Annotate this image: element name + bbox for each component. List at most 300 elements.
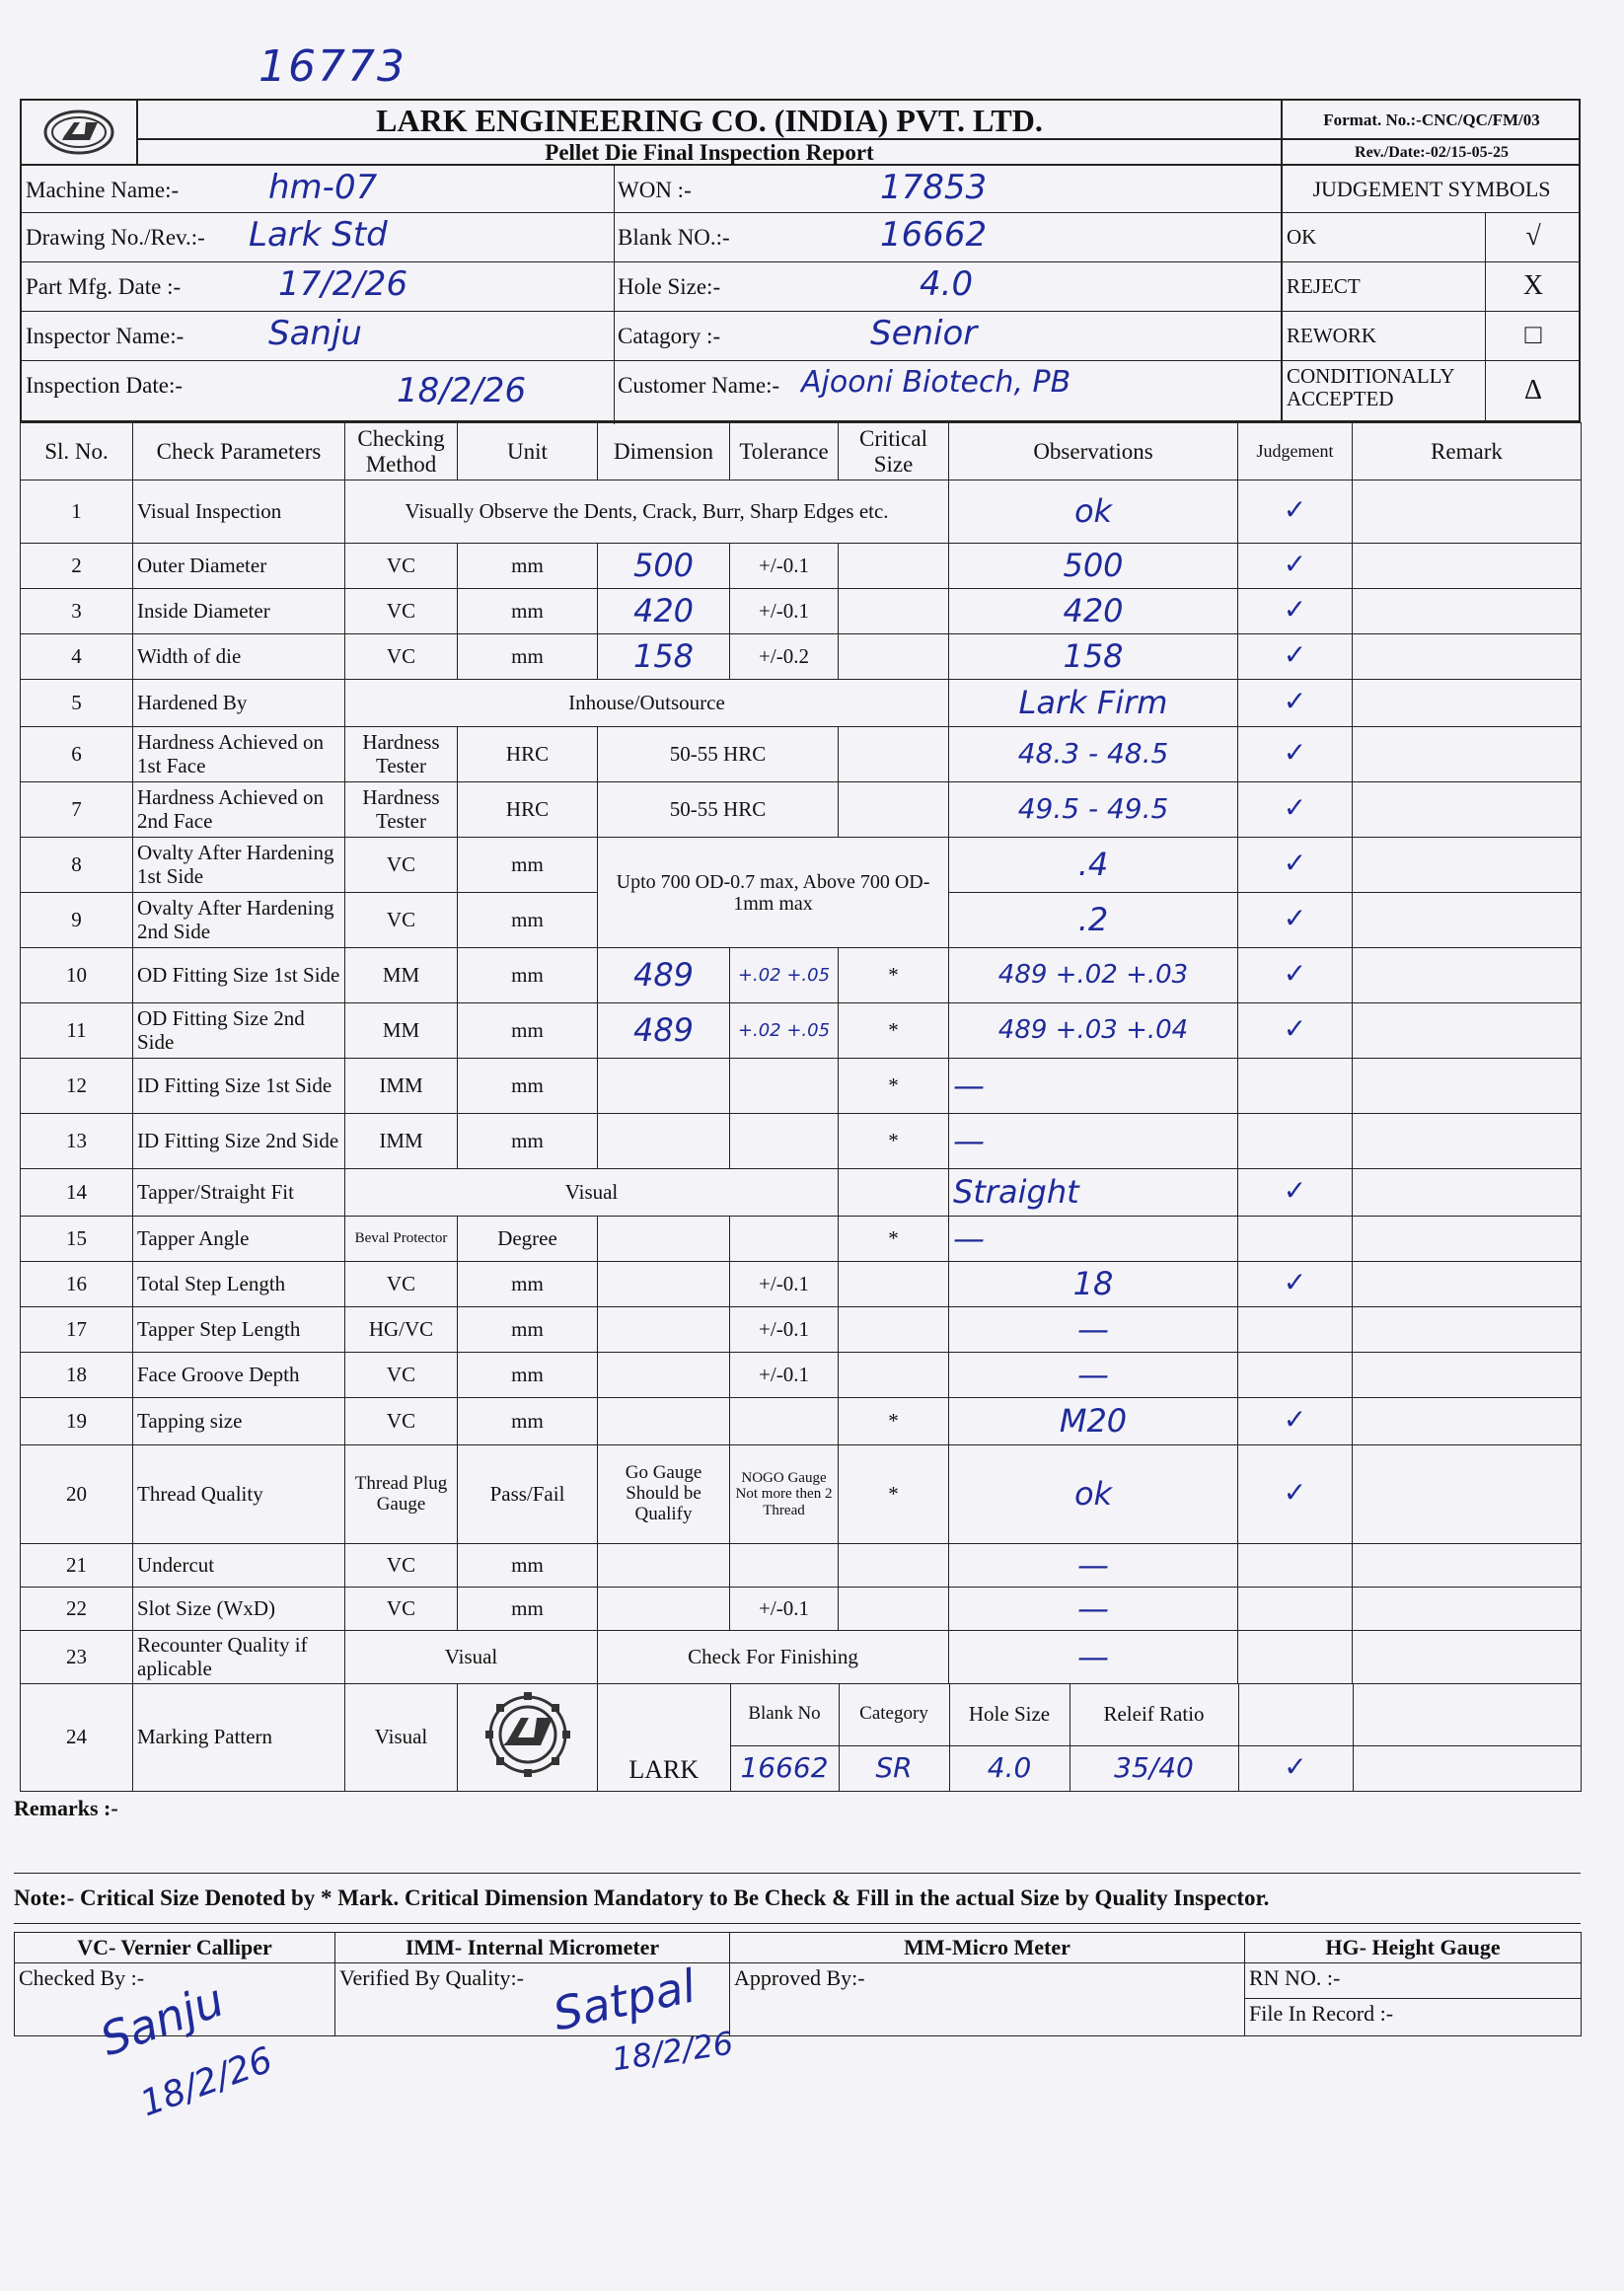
tolerance[interactable] xyxy=(730,1217,839,1262)
checking-method: VC xyxy=(345,838,458,893)
table-row xyxy=(21,838,1582,893)
check-parameter: Thread Quality xyxy=(133,1445,345,1544)
tolerance: +/-0.1 xyxy=(730,1353,839,1398)
judgement-rework-row xyxy=(1281,312,1581,361)
remark[interactable] xyxy=(1353,1745,1581,1791)
critical-size: * xyxy=(839,948,949,1003)
observation[interactable]: .2 xyxy=(949,893,1238,948)
lark-marking-text: LARK xyxy=(598,1684,730,1791)
remark[interactable] xyxy=(1353,948,1582,1003)
inspection-date-value[interactable]: 18/2/26 xyxy=(397,371,527,410)
remark[interactable] xyxy=(1353,1114,1582,1169)
judgement-mark[interactable] xyxy=(1238,1631,1353,1684)
observation[interactable]: .4 xyxy=(949,838,1238,893)
inspector-name-label: Inspector Name:- xyxy=(26,324,185,348)
table-row xyxy=(21,544,1582,589)
unit: Pass/Fail xyxy=(458,1445,598,1544)
table-row xyxy=(21,1631,1582,1684)
check-parameter: Tapper/Straight Fit xyxy=(133,1169,345,1217)
tolerance: +/-0.1 xyxy=(730,544,839,589)
verifier-signature[interactable]: Satpal xyxy=(548,1958,701,2041)
dimension[interactable] xyxy=(598,1588,730,1631)
unit: Degree xyxy=(458,1217,598,1262)
machine-name-label: Machine Name:- xyxy=(26,178,180,202)
judgement-conditional-label: CONDITIONALLY ACCEPTED xyxy=(1287,364,1454,411)
customer-name-label: Customer Name:- xyxy=(618,373,780,398)
table-row xyxy=(21,1588,1582,1631)
won-label: WON :- xyxy=(618,178,692,202)
checking-method: HG/VC xyxy=(345,1307,458,1353)
judgement-mark[interactable] xyxy=(1238,1059,1353,1114)
marking-relief-ratio-value[interactable]: 35/40 xyxy=(1070,1745,1238,1791)
remark[interactable] xyxy=(1353,727,1582,782)
unit: mm xyxy=(458,1114,598,1169)
table-row xyxy=(21,1262,1582,1307)
observation[interactable]: Straight xyxy=(949,1169,1238,1217)
checking-method: MM xyxy=(345,1003,458,1059)
check-parameter: ID Fitting Size 1st Side xyxy=(133,1059,345,1114)
unit: mm xyxy=(458,838,598,893)
unit: mm xyxy=(458,1307,598,1353)
field-row-2 xyxy=(22,213,1281,262)
remark[interactable] xyxy=(1353,1059,1582,1114)
unit: mm xyxy=(458,589,598,634)
checking-method: Hardness Tester xyxy=(345,782,458,838)
critical-size xyxy=(839,1262,949,1307)
dimension[interactable] xyxy=(598,1307,730,1353)
table-row xyxy=(21,589,1582,634)
company-logo-cell xyxy=(22,101,138,166)
remark[interactable] xyxy=(1353,1262,1582,1307)
file-in-record-label: File In Record :- xyxy=(1245,1999,1582,2036)
dimension[interactable] xyxy=(598,1544,730,1588)
sl-no: 16 xyxy=(21,1262,133,1307)
table-header-row xyxy=(21,423,1582,480)
unit: mm xyxy=(458,544,598,589)
category-value[interactable]: Senior xyxy=(870,314,978,353)
observation[interactable]: — xyxy=(949,1353,1238,1398)
machine-name-value[interactable]: hm-07 xyxy=(268,168,378,207)
table-row xyxy=(21,480,1582,544)
sl-no: 6 xyxy=(21,727,133,782)
judgement-mark[interactable]: ✓ xyxy=(1238,1003,1353,1059)
judgement-mark[interactable]: ✓ xyxy=(1238,680,1353,727)
tolerance[interactable] xyxy=(730,1059,839,1114)
judgement-mark[interactable] xyxy=(1238,1307,1353,1353)
specification: Check For Finishing xyxy=(598,1631,949,1684)
col-tolerance: Tolerance xyxy=(730,423,839,480)
blank-no-value[interactable]: 16662 xyxy=(880,215,988,255)
remark[interactable] xyxy=(1353,1003,1582,1059)
observation[interactable]: 489 +.02 +.03 xyxy=(949,948,1238,1003)
sl-no: 11 xyxy=(21,1003,133,1059)
tolerance: +/-0.1 xyxy=(730,1262,839,1307)
legend-hg: HG- Height Gauge xyxy=(1245,1933,1582,1963)
checking-method: VC xyxy=(345,1544,458,1588)
checking-method: VC xyxy=(345,1398,458,1445)
remark[interactable] xyxy=(1353,589,1582,634)
category-label: Catagory :- xyxy=(618,324,721,348)
marking-judgement-empty[interactable] xyxy=(1238,1684,1353,1745)
marking-remark-empty[interactable] xyxy=(1353,1684,1581,1745)
marking-subtable xyxy=(598,1684,1581,1791)
blank-no-label: Blank NO.:- xyxy=(618,225,730,250)
critical-size: * xyxy=(839,1114,949,1169)
field-row-1 xyxy=(22,166,1281,213)
unit: HRC xyxy=(458,782,598,838)
approved-by-label: Approved By:- xyxy=(730,1963,1245,2036)
judgement-mark[interactable]: ✓ xyxy=(1238,1398,1353,1445)
company-name: LARK ENGINEERING CO. (INDIA) PVT. LTD. xyxy=(138,101,1281,140)
ok-symbol-icon: √ xyxy=(1485,213,1581,261)
table-row xyxy=(21,1114,1582,1169)
dimension[interactable] xyxy=(598,1353,730,1398)
table-row xyxy=(21,1445,1582,1544)
tolerance[interactable] xyxy=(730,1544,839,1588)
dimension[interactable] xyxy=(598,1114,730,1169)
field-row-3 xyxy=(22,262,1281,312)
judgement-mark[interactable] xyxy=(1238,1588,1353,1631)
observation[interactable]: — xyxy=(949,1059,1238,1114)
critical-size xyxy=(839,1544,949,1588)
sl-no: 19 xyxy=(21,1398,133,1445)
marking-hole-size-header: Hole Size xyxy=(949,1684,1070,1745)
unit: mm xyxy=(458,1059,598,1114)
unit: mm xyxy=(458,1588,598,1631)
judgement-mark[interactable]: ✓ xyxy=(1238,544,1353,589)
judgement-symbols-title: JUDGEMENT SYMBOLS xyxy=(1281,166,1581,213)
remark[interactable] xyxy=(1353,480,1582,544)
check-parameter: Ovalty After Hardening 2nd Side xyxy=(133,893,345,948)
col-observations: Observations xyxy=(949,423,1238,480)
marking-blank-no-header: Blank No xyxy=(730,1684,839,1745)
dimension[interactable]: 489 xyxy=(598,948,730,1003)
legend-mm: MM-Micro Meter xyxy=(730,1933,1245,1963)
verified-by-label: Verified By Quality:- xyxy=(335,1963,730,2036)
remark[interactable] xyxy=(1353,1631,1582,1684)
dimension[interactable]: 158 xyxy=(598,634,730,680)
table-row xyxy=(21,782,1582,838)
marking-blank-no-value[interactable]: 16662 xyxy=(730,1745,839,1791)
critical-size xyxy=(839,1307,949,1353)
sl-no: 10 xyxy=(21,948,133,1003)
remark[interactable] xyxy=(1353,1544,1582,1588)
reject-symbol-icon: X xyxy=(1485,262,1581,311)
dimension[interactable]: 420 xyxy=(598,589,730,634)
judgement-mark[interactable]: ✓ xyxy=(1238,838,1353,893)
observation[interactable]: Lark Firm xyxy=(949,680,1238,727)
judgement-ok-label: OK xyxy=(1287,225,1317,249)
checking-method: Thread Plug Gauge xyxy=(345,1445,458,1544)
marking-category-header: Category xyxy=(839,1684,949,1745)
dimension[interactable] xyxy=(598,1217,730,1262)
check-parameter: Hardened By xyxy=(133,680,345,727)
judgement-mark[interactable]: ✓ xyxy=(1238,1745,1353,1791)
remark[interactable] xyxy=(1353,544,1582,589)
dimension[interactable]: 500 xyxy=(598,544,730,589)
check-parameter: Visual Inspection xyxy=(133,480,345,544)
drawing-no-label: Drawing No./Rev.:- xyxy=(26,225,205,250)
sl-no: 13 xyxy=(21,1114,133,1169)
check-parameter: ID Fitting Size 2nd Side xyxy=(133,1114,345,1169)
marking-category-value[interactable]: SR xyxy=(839,1745,949,1791)
table-row xyxy=(21,1059,1582,1114)
remark[interactable] xyxy=(1353,782,1582,838)
checked-by-label: Checked By :- xyxy=(15,1963,335,2036)
table-row xyxy=(21,727,1582,782)
check-parameter: Width of die xyxy=(133,634,345,680)
check-parameter: Undercut xyxy=(133,1544,345,1588)
specification: 50-55 HRC xyxy=(598,782,839,838)
field-divider xyxy=(614,166,615,424)
col-unit: Unit xyxy=(458,423,598,480)
judgement-mark[interactable]: ✓ xyxy=(1238,480,1353,544)
critical-size xyxy=(839,589,949,634)
observation[interactable]: ok xyxy=(949,1445,1238,1544)
col-sl-no: Sl. No. xyxy=(21,423,133,480)
table-row xyxy=(21,1003,1582,1059)
judgement-ok-row xyxy=(1281,213,1581,262)
sl-no: 23 xyxy=(21,1631,133,1684)
specification: Visually Observe the Dents, Crack, Burr, Sharp Edges etc. xyxy=(345,480,949,544)
checking-method: VC xyxy=(345,544,458,589)
sl-no: 2 xyxy=(21,544,133,589)
verifier-sign-date[interactable]: 18/2/26 xyxy=(609,2024,736,2079)
critical-size xyxy=(839,634,949,680)
sl-no: 15 xyxy=(21,1217,133,1262)
col-judgement: Judgement xyxy=(1238,423,1353,480)
remark[interactable] xyxy=(1353,893,1582,948)
rework-symbol-icon: □ xyxy=(1485,312,1581,360)
checking-method: VC xyxy=(345,1588,458,1631)
judgement-mark[interactable] xyxy=(1238,1353,1353,1398)
judgement-mark[interactable]: ✓ xyxy=(1238,589,1353,634)
marking-hole-size-value[interactable]: 4.0 xyxy=(949,1745,1070,1791)
check-parameter: Slot Size (WxD) xyxy=(133,1588,345,1631)
remark[interactable] xyxy=(1353,1398,1582,1445)
drawing-no-value[interactable]: Lark Std xyxy=(249,215,388,255)
tolerance[interactable] xyxy=(730,1114,839,1169)
inspector-name-value[interactable]: Sanju xyxy=(268,314,362,353)
document-number: 16773 xyxy=(258,41,406,92)
table-row xyxy=(21,1217,1582,1262)
table-row xyxy=(21,1544,1582,1588)
observation[interactable]: — xyxy=(949,1114,1238,1169)
judgement-reject-label: REJECT xyxy=(1287,274,1361,298)
specification: Visual xyxy=(345,1169,839,1217)
field-row-5 xyxy=(22,361,1281,422)
checking-method: Visual xyxy=(345,1684,458,1792)
observation[interactable]: 500 xyxy=(949,544,1238,589)
remark[interactable] xyxy=(1353,1217,1582,1262)
tolerance: +/-0.2 xyxy=(730,634,839,680)
tolerance: NOGO Gauge Not more then 2 Thread xyxy=(730,1445,839,1544)
won-value[interactable]: 17853 xyxy=(880,168,988,207)
remarks-label: Remarks :- xyxy=(14,1796,118,1820)
judgement-mark[interactable]: ✓ xyxy=(1238,634,1353,680)
dimension: Go Gauge Should be Qualify xyxy=(598,1445,730,1544)
critical-size xyxy=(839,782,949,838)
signoff-row xyxy=(15,1963,1582,1999)
observation[interactable]: — xyxy=(949,1307,1238,1353)
check-parameter: Hardness Achieved on 2nd Face xyxy=(133,782,345,838)
table-row xyxy=(21,680,1582,727)
check-parameter: Total Step Length xyxy=(133,1262,345,1307)
unit: mm xyxy=(458,634,598,680)
observation[interactable]: ok xyxy=(949,480,1238,544)
part-mfg-date-label: Part Mfg. Date :- xyxy=(26,274,182,299)
marking-logo-cell xyxy=(458,1684,598,1792)
checking-method: IMM xyxy=(345,1059,458,1114)
judgement-mark[interactable]: ✓ xyxy=(1238,1262,1353,1307)
tolerance[interactable] xyxy=(730,1398,839,1445)
observation[interactable]: — xyxy=(949,1631,1238,1684)
hole-size-value[interactable]: 4.0 xyxy=(920,264,974,304)
judgement-mark[interactable]: ✓ xyxy=(1238,1169,1353,1217)
dimension[interactable] xyxy=(598,1262,730,1307)
remark[interactable] xyxy=(1353,1169,1582,1217)
judgement-reject-row xyxy=(1281,262,1581,312)
check-parameter: Outer Diameter xyxy=(133,544,345,589)
unit: mm xyxy=(458,1544,598,1588)
sl-no: 14 xyxy=(21,1169,133,1217)
critical-size: * xyxy=(839,1003,949,1059)
critical-size: * xyxy=(839,1059,949,1114)
checking-method: Visual xyxy=(345,1631,598,1684)
sl-no: 24 xyxy=(21,1684,133,1792)
sl-no: 3 xyxy=(21,589,133,634)
observation[interactable]: 18 xyxy=(949,1262,1238,1307)
col-critical-size: Critical Size xyxy=(839,423,949,480)
check-parameter: OD Fitting Size 1st Side xyxy=(133,948,345,1003)
report-header xyxy=(20,99,1581,422)
check-parameter: Recounter Quality if aplicable xyxy=(133,1631,345,1684)
observation[interactable]: 489 +.03 +.04 xyxy=(949,1003,1238,1059)
ovalty-specification: Upto 700 OD-0.7 max, Above 700 OD-1mm max xyxy=(598,838,949,948)
check-parameter: Hardness Achieved on 1st Face xyxy=(133,727,345,782)
checking-method: VC xyxy=(345,634,458,680)
col-checking-method: Checking Method xyxy=(345,423,458,480)
tolerance: +/-0.1 xyxy=(730,1588,839,1631)
check-parameter: Ovalty After Hardening 1st Side xyxy=(133,838,345,893)
checking-method: IMM xyxy=(345,1114,458,1169)
judgement-mark[interactable] xyxy=(1238,1114,1353,1169)
col-check-parameters: Check Parameters xyxy=(133,423,345,480)
remark[interactable] xyxy=(1353,838,1582,893)
sl-no: 20 xyxy=(21,1445,133,1544)
judgement-mark[interactable] xyxy=(1238,1544,1353,1588)
table-row xyxy=(21,634,1582,680)
rn-no-label: RN NO. :- xyxy=(1245,1963,1582,1999)
remark[interactable] xyxy=(1353,680,1582,727)
report-title: Pellet Die Final Inspection Report xyxy=(138,140,1281,166)
dimension[interactable]: 489 xyxy=(598,1003,730,1059)
judgement-rework-label: REWORK xyxy=(1287,324,1376,347)
sl-no: 9 xyxy=(21,893,133,948)
judgement-mark[interactable]: ✓ xyxy=(1238,893,1353,948)
observation[interactable]: — xyxy=(949,1544,1238,1588)
sl-no: 1 xyxy=(21,480,133,544)
unit: mm xyxy=(458,1398,598,1445)
customer-name-value[interactable]: Ajooni Biotech, PB xyxy=(801,365,1071,400)
checking-method: VC xyxy=(345,1262,458,1307)
lark-logo-icon xyxy=(464,1692,592,1777)
conditional-symbol-icon: Δ xyxy=(1485,361,1581,422)
inspection-date-label: Inspection Date:- xyxy=(26,373,184,398)
col-dimension: Dimension xyxy=(598,423,730,480)
marking-relief-ratio-header: Releif Ratio xyxy=(1070,1684,1238,1745)
judgement-mark[interactable]: ✓ xyxy=(1238,1445,1353,1544)
tolerance[interactable]: +.02 +.05 xyxy=(730,948,839,1003)
remark[interactable] xyxy=(1353,1588,1582,1631)
observation[interactable]: 158 xyxy=(949,634,1238,680)
sl-no: 22 xyxy=(21,1588,133,1631)
dimension[interactable] xyxy=(598,1059,730,1114)
judgement-mark[interactable]: ✓ xyxy=(1238,727,1353,782)
sl-no: 17 xyxy=(21,1307,133,1353)
observation[interactable]: 48.3 - 48.5 xyxy=(949,727,1238,782)
checker-signature[interactable]: Sanju xyxy=(93,1972,231,2067)
checking-method: Hardness Tester xyxy=(345,727,458,782)
observation[interactable]: — xyxy=(949,1217,1238,1262)
tolerance: +/-0.1 xyxy=(730,1307,839,1353)
unit: mm xyxy=(458,1003,598,1059)
critical-size: * xyxy=(839,1217,949,1262)
marking-pattern-cell xyxy=(598,1684,1582,1792)
unit: mm xyxy=(458,948,598,1003)
field-row-4 xyxy=(22,312,1281,361)
judgement-conditional-row xyxy=(1281,361,1581,422)
col-remark: Remark xyxy=(1353,423,1582,480)
part-mfg-date-value[interactable]: 17/2/26 xyxy=(278,264,408,304)
table-row xyxy=(21,1398,1582,1445)
critical-size xyxy=(839,727,949,782)
dimension[interactable] xyxy=(598,1398,730,1445)
observation[interactable]: M20 xyxy=(949,1398,1238,1445)
check-parameter: Tapper Angle xyxy=(133,1217,345,1262)
remark[interactable] xyxy=(1353,1445,1582,1544)
table-row xyxy=(21,1684,1582,1792)
judgement-mark[interactable]: ✓ xyxy=(1238,948,1353,1003)
sl-no: 21 xyxy=(21,1544,133,1588)
critical-size: * xyxy=(839,1445,949,1544)
remark[interactable] xyxy=(1353,1307,1582,1353)
remark[interactable] xyxy=(1353,634,1582,680)
tolerance[interactable]: +.02 +.05 xyxy=(730,1003,839,1059)
tolerance: +/-0.1 xyxy=(730,589,839,634)
checking-method: Beval Protector xyxy=(345,1217,458,1262)
sl-no: 4 xyxy=(21,634,133,680)
judgement-mark[interactable]: ✓ xyxy=(1238,782,1353,838)
specification: Inhouse/Outsource xyxy=(345,680,949,727)
check-parameter: Face Groove Depth xyxy=(133,1353,345,1398)
critical-size xyxy=(839,544,949,589)
observation[interactable]: 49.5 - 49.5 xyxy=(949,782,1238,838)
observation[interactable]: 420 xyxy=(949,589,1238,634)
table-row xyxy=(21,1307,1582,1353)
sl-no: 5 xyxy=(21,680,133,727)
check-parameter: Tapping size xyxy=(133,1398,345,1445)
sl-no: 8 xyxy=(21,838,133,893)
checker-sign-date[interactable]: 18/2/26 xyxy=(135,2039,278,2125)
table-row xyxy=(21,948,1582,1003)
checking-method: VC xyxy=(345,893,458,948)
observation[interactable]: — xyxy=(949,1588,1238,1631)
critical-size xyxy=(839,1169,949,1217)
remark[interactable] xyxy=(1353,1353,1582,1398)
judgement-mark[interactable] xyxy=(1238,1217,1353,1262)
table-row xyxy=(21,1353,1582,1398)
